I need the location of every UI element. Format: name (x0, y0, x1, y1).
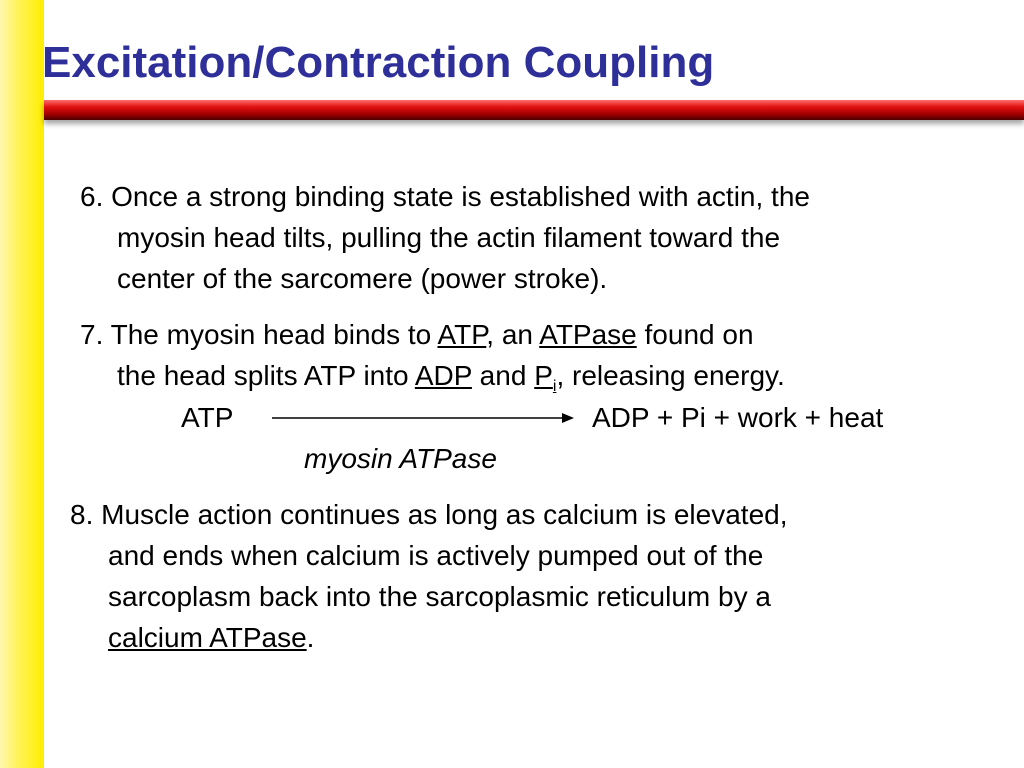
calcium-atpase-link[interactable]: calcium ATPase (108, 622, 307, 653)
item7-text: , an (486, 319, 540, 350)
title-divider (44, 100, 1024, 120)
item6-line1: 6. Once a strong binding state is established with actin, the (80, 181, 810, 212)
item6-line3: center of the sarcomere (power stroke). (117, 263, 608, 294)
adp-link[interactable]: ADP (414, 360, 472, 391)
item7-text: 7. The myosin head binds to (80, 319, 438, 350)
item6-line2: myosin head tilts, pulling the actin filament toward the (117, 222, 781, 253)
item7-text: , releasing energy. (556, 360, 785, 391)
atpase-link[interactable]: ATPase (539, 319, 637, 350)
equation-products: ADP + Pi + work + heat (592, 402, 884, 433)
item8-period: . (306, 622, 315, 653)
left-accent-bar (0, 0, 44, 768)
item8-line4 (108, 617, 314, 658)
item8-line3: sarcoplasm back into the sarcoplasmic reticulum by a (108, 581, 771, 612)
pi-letter: P (534, 360, 553, 391)
reaction-arrow-icon (272, 410, 574, 426)
equation-enzyme: myosin ATPase (304, 443, 497, 474)
item7-text: found on (636, 319, 754, 350)
pi-link[interactable] (534, 360, 557, 395)
slide-title: Excitation/Contraction Coupling (42, 38, 715, 87)
item8-line1: 8. Muscle action continues as long as calcium is elevated, (70, 499, 788, 530)
equation-reactant: ATP (181, 402, 234, 433)
item8-line2: and ends when calcium is actively pumped out of the (108, 540, 764, 571)
item7-line2 (117, 355, 785, 396)
item7-text: the head splits ATP into (117, 360, 415, 391)
item7-text: and (471, 360, 535, 391)
item7-line1 (80, 314, 754, 355)
pi-subscript: i (552, 378, 557, 395)
atp-link[interactable]: ATP (437, 319, 487, 350)
